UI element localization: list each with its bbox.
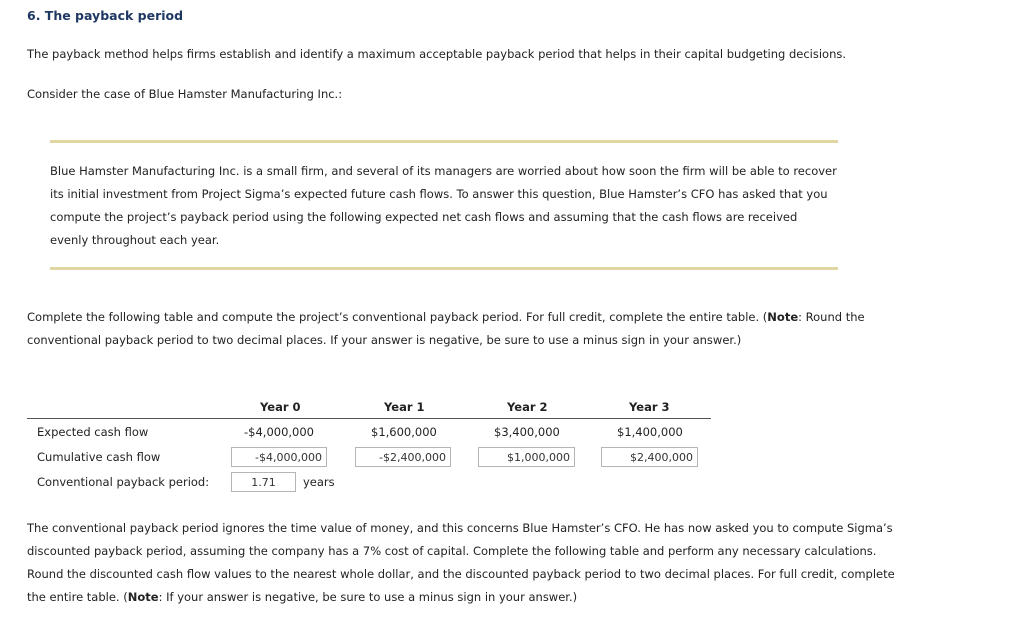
scenario-box (50, 140, 838, 271)
scenario-text: Blue Hamster Manufacturing Inc. is a small firm, and several of its managers are worried about how soon the firm will be able to recover its initial investment from Project Sigma’s expected future cash flows. To answer this question, Blue Hamster’s CFO has asked that you compute the project’s payback period using the following expected net cash flows and assuming that the cash flows are received evenly throughout each year. (50, 164, 837, 247)
scenario-top-rule (50, 140, 838, 143)
header-year-0: Year 0 (260, 400, 301, 414)
expected-year-1: $1,600,000 (371, 425, 437, 439)
header-divider (27, 418, 711, 419)
section-title: 6. The payback period (27, 8, 184, 23)
cumulative-cash-flow-label: Cumulative cash flow (37, 450, 161, 464)
payback-period-label: Conventional payback period: (37, 475, 210, 489)
instructions-before: Complete the following table and compute the project’s conventional payback period. For full credit, complete the entire table. ( (27, 310, 768, 324)
discounted-note-label: Note (127, 590, 159, 604)
payback-period-input[interactable]: 1.71 (231, 472, 296, 492)
cumulative-year-0-input[interactable]: -$4,000,000 (231, 447, 327, 467)
header-year-2: Year 2 (507, 400, 548, 414)
expected-cash-flow-label: Expected cash flow (37, 425, 149, 439)
header-year-3: Year 3 (629, 400, 670, 414)
payback-unit: years (303, 475, 335, 489)
instructions-note-label: Note (767, 310, 799, 324)
header-year-1: Year 1 (384, 400, 425, 414)
cumulative-year-1-input[interactable]: -$2,400,000 (355, 447, 451, 467)
case-intro: Consider the case of Blue Hamster Manufacturing Inc.: (27, 87, 343, 101)
cumulative-year-3-input[interactable]: $2,400,000 (601, 447, 698, 467)
discounted-instructions (27, 517, 907, 609)
instructions-after: : Round the conventional payback period to two decimal places. If your answer is negative, be sure to use a minus sign in your answer.) (27, 310, 865, 347)
expected-year-3: $1,400,000 (617, 425, 683, 439)
instructions (27, 306, 887, 352)
cumulative-year-2-input[interactable]: $1,000,000 (478, 447, 575, 467)
discounted-before: The conventional payback period ignores the time value of money, and this concerns Blue Hamster’s CFO. He has now asked you to compute Sigma’s discounted payback period, assuming the company has a 7% cost of capital. Complete the following table and perform any necessary calculations. Round the discounted cash flow values to the nearest whole dollar, and the discounted payback period to two decimal places. For full credit, complete the entire table. ( (27, 521, 895, 604)
payback-table (27, 396, 711, 496)
scenario-bottom-rule (50, 267, 838, 270)
intro-paragraph: The payback method helps firms establish and identify a maximum acceptable payback period that helps in their capital budgeting decisions. (27, 47, 846, 61)
expected-year-0: -$4,000,000 (244, 425, 314, 439)
expected-year-2: $3,400,000 (494, 425, 560, 439)
discounted-after: : If your answer is negative, be sure to use a minus sign in your answer.) (158, 590, 578, 604)
